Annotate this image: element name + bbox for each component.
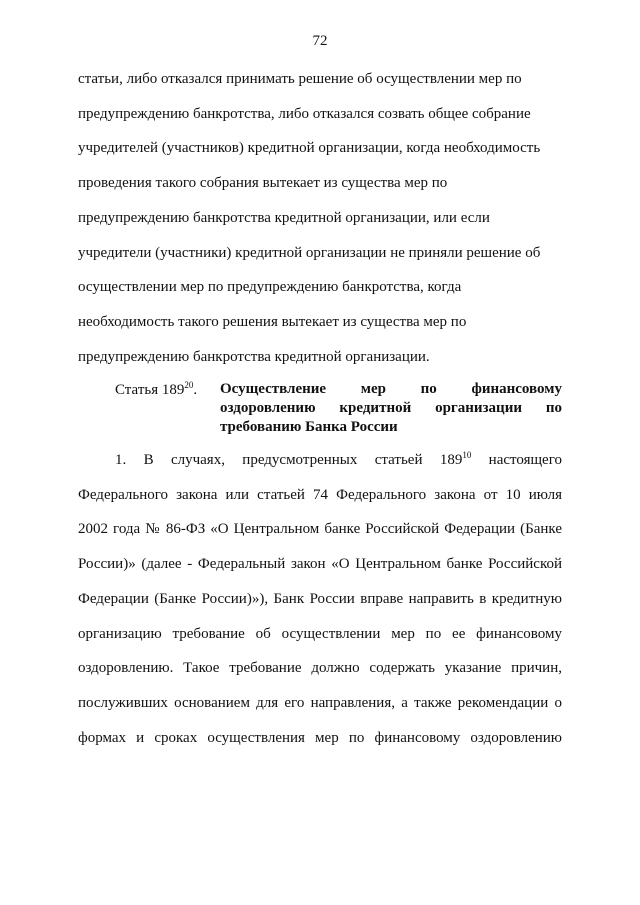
article-number: Статья $189^{20}$. [115, 380, 198, 398]
text-line: осуществлении мер по предупреждению банкротства, когда [78, 279, 462, 296]
article-title-line: Осуществление мер по финансовому [220, 381, 562, 397]
text-line: учредителей (участников) кредитной организации, когда необходимость [78, 140, 541, 157]
text-line: формах и сроках осуществления мер по финансовому оздоровлению [78, 729, 562, 746]
text-line: предупреждению банкротства кредитной организации. [78, 348, 430, 365]
text-line: проведения такого собрания вытекает из существа мер по [78, 175, 448, 192]
text-line: организацию требование об осуществлении мер по ее финансовому [78, 625, 562, 642]
text-line: Федерального закона или статьей 74 Федерального закона от 10 июля [78, 486, 562, 503]
text-line: предупреждению банкротства кредитной организации, или если [78, 209, 490, 226]
text-line: России)» (далее - Федеральный закон «О Центральном банке Российской [78, 556, 562, 573]
article-title-line: оздоровлению кредитной организации по [220, 400, 562, 416]
article-title [220, 380, 562, 437]
text-line: послуживших основанием для его направления, а также рекомендации о [78, 694, 562, 711]
text-line: предупреждению банкротства, либо отказался созвать общее собрание [78, 105, 531, 122]
paragraph-continued [78, 62, 562, 374]
text-line: 1. В случаях, предусмотренных статьей 189$^{10}$ настоящего [115, 450, 562, 468]
paragraph-1 [78, 443, 562, 755]
text-line: статьи, либо отказался принимать решение об осуществлении мер по [78, 71, 522, 87]
article-title-line: требованию Банка России [220, 419, 398, 435]
text-line: 2002 года № 86-ФЗ «О Центральном банке Российской Федерации (Банке [78, 521, 562, 538]
article-heading [0, 376, 640, 436]
text-line: оздоровлению. Такое требование должно содержать указание причин, [78, 660, 562, 677]
text-line: учредители (участники) кредитной организации не приняли решение об [78, 244, 541, 261]
page-number: 72 [312, 33, 328, 49]
text-line: необходимость такого решения вытекает из существа мер по [78, 313, 467, 330]
text-line: Федерации (Банке России)»), Банк России вправе направить в кредитную [78, 590, 562, 607]
